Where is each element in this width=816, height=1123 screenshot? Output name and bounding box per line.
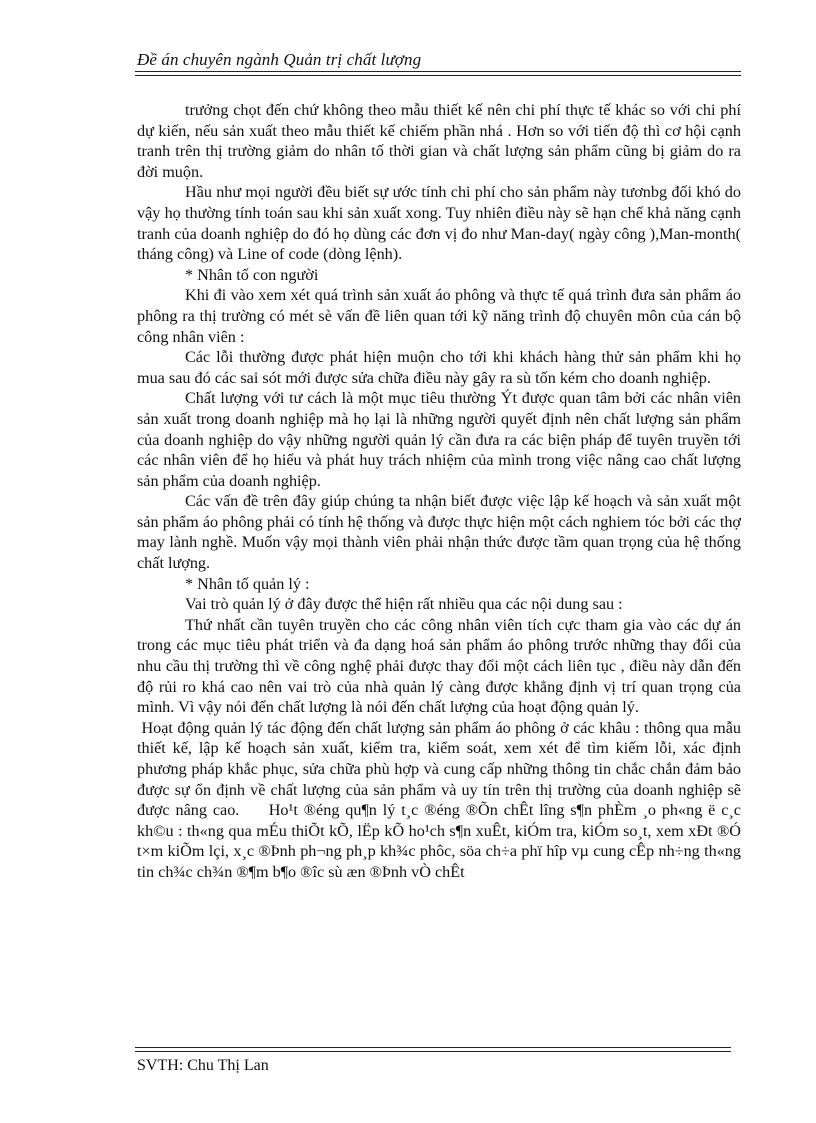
- footer-divider: [135, 1047, 731, 1052]
- paragraph: Các vấn đề trên đây giúp chúng ta nhận biết được việc lập kế hoạch và sản xuất một sản phẩm áo phông phải có tính hệ thống và được thực hiện một cách nghiem tóc bởi các thợ may lành nghề. Muốn vậy mọi thành viên phải nhận thức được tầm quan trọng của hệ thống chất lượng.: [137, 492, 741, 573]
- document-body: [137, 100, 746, 883]
- paragraph: Vai trò quản lý ở đây được thể hiện rất nhiều qua các nội dung sau :: [185, 595, 623, 614]
- section-heading-human-factor: * Nhân tố con người: [185, 265, 319, 284]
- header-title: Đề án chuyên ngành Quản trị chất lượng: [137, 50, 422, 69]
- paragraph: Các lỗi thường được phát hiện muộn cho tới khi khách hàng thử sản phẩm khi họ mua sau đó các sai sót mới được sửa chữa điều này gây ra sù tốn kém cho doanh nghiệp.: [137, 348, 741, 387]
- section-heading-management-factor: * Nhân tố quản lý :: [185, 574, 310, 593]
- footer-author: SVTH: Chu Thị Lan: [137, 1057, 269, 1074]
- paragraph: Chất lượng với tư cách là một mục tiêu thường Ýt được quan tâm bởi các nhân viên sản xuất trong doanh nghiệp mà họ lại là những người quyết định nên chất lượng sản phẩm của doanh nghiệp do vậy những người quản lý cần đưa ra các biện pháp để tuyên truyền tới các nhân viên để họ hiểu và phát huy trách nhiệm của mình trong việc nâng cao chất lượng sản phẩm của doanh nghiệp.: [137, 389, 741, 490]
- page-header: [137, 50, 741, 72]
- paragraph: trưởng chọt đến chứ không theo mẫu thiết kế nên chi phí thực tế khác so với chi phí dự kiến, nếu sản xuất theo mẫu thiết kế chiếm phần nhá . Hơn so với tiến độ thì cơ hội cạnh tranh trên thị trường giảm do nhân tố thời gian và chất lượng sản phẩm cũng bị giảm do ra đời muộn.: [137, 101, 741, 181]
- paragraph: Hoạt động quản lý tác động đến chất lượng sản phẩm áo phông ở các khâu : thông qua mẫu thiết kế, lập kế hoạch sản xuất, kiểm tra, kiểm soát, xem xét để tìm kiếm lỗi, xác định phương pháp khắc phục, sửa chữa phù hợp và cung cấp những thông tin chắc chắn đảm bảo được sự ổn định về chất lượng của sản phẩm và uy tín trên thị trường của doanh nghiệp sẽ được nâng cao. Ho¹t ®éng qu¶n lý t¸c ®éng ®Õn chÊt lîng s¶n phÈm ¸o ph«ng ë c¸c kh©u : th«ng qua mÉu thiÕt kÕ, lËp kÕ ho¹ch s¶n xuÊt, kiÓm tra, kiÓm so¸t, xem xÐt ®Ó t×m kiÕm lçi, x¸c ®Þnh ph¬ng ph¸p kh¾c phôc, söa ch÷a phï hîp vµ cung cÊp nh÷ng th«ng tin ch¾c ch¾n ®¶m b¶o ®îc sù æn ®Þnh vÒ chÊt: [137, 718, 746, 881]
- paragraph: Khi đi vào xem xét quá trình sản xuất áo phông và thực tế quá trình đưa sản phẩm áo phông ra thị trường có mét sè vấn đề liên quan tới kỹ năng trình độ chuyên môn của cán bộ công nhân viên :: [137, 286, 741, 346]
- paragraph: Thứ nhất cần tuyên truyền cho các công nhân viên tích cực tham gia vào các dự án trong các mục tiêu phát triển và đa dạng hoá sản phẩm áo phông trước những thay đổi của nhu cầu thị trường thì về công nghệ phải được thay đổi một cách liên tục , điều này dẫn đến độ rủi ro khá cao nên vai trò của nhà quản lý càng được khẳng định vị trí quan trọng của mình. Vì vậy nói đến chất lượng là nói đến chất lượng của hoạt động quản lý.: [137, 615, 741, 717]
- paragraph: Hầu như mọi người đều biết sự ước tính chi phí cho sản phẩm này tươnbg đối khó do vậy họ thường tính toán sau khi sản xuất xong. Tuy nhiên điều này sẽ hạn chế khả năng cạnh tranh của doanh nghiệp do đó họ dùng các đơn vị đo như Man-day( ngày công ),Man-month( tháng công) và Line of code (dòng lệnh).: [137, 183, 741, 264]
- page-footer: [137, 1057, 269, 1075]
- header-divider: [135, 71, 741, 76]
